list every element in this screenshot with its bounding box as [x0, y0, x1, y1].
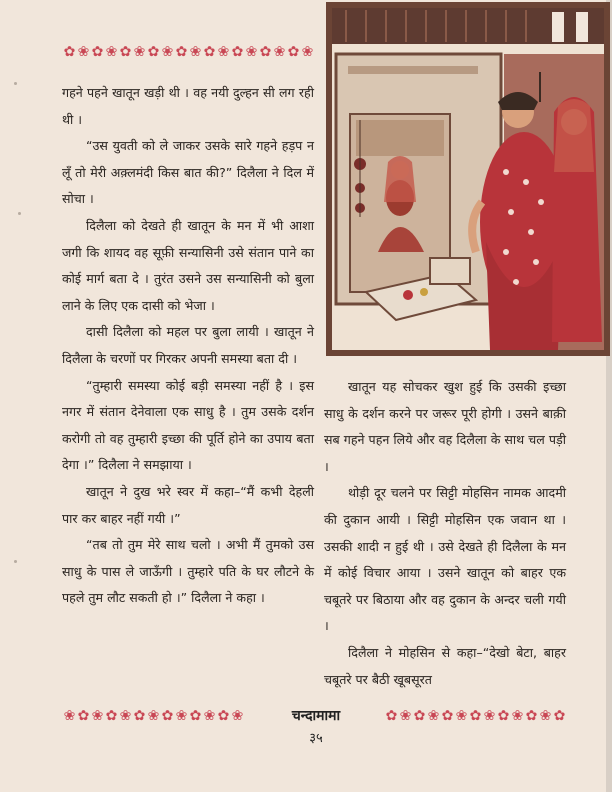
right-text-column	[324, 374, 566, 693]
top-ornament-border: ✿ ❀ ✿ ❀ ✿ ❀ ✿ ❀ ✿ ❀ ✿ ❀ ✿ ❀ ✿ ❀ ✿ ❀	[63, 44, 313, 60]
bottom-right-ornament-border: ✿ ❀ ✿ ❀ ✿ ❀ ✿ ❀ ✿ ❀ ✿ ❀ ✿	[385, 708, 565, 724]
paragraph: “तुम्हारी समस्या कोई बड़ी समस्या नहीं है । इस नगर में संतान देनेवाला एक साधु है । तुम उसके दर्शन करोगी तो वह तुम्हारी इच्छा की पूर्ति होने का उपाय बता देगा ।” दिलैला ने समझाया ।	[62, 377, 314, 473]
publication-title: चन्दामामा	[291, 708, 341, 724]
illustration-drawing	[326, 2, 610, 356]
paragraph: खातून यह सोचकर खुश हुई कि उसकी इच्छा साधु के दर्शन करने पर जरूर पूरी होगी । उसने बाक़ी सब गहने पहन लिये और वह दिलैला के साथ चल पड़ी ।	[324, 379, 566, 474]
margin-dot	[14, 560, 17, 563]
paragraph: दिलैला को देखते ही खातून के मन में भी आशा जगी कि शायद वह सूफ़ी सन्यासिनी उसे संतान पाने का कोई मार्ग बता दे । तुरंत उसने उस सन्यासिनी को बुला लाने के लिए एक दासी को भेजा ।	[62, 217, 314, 313]
bottom-left-ornament-border: ❀ ✿ ❀ ✿ ❀ ✿ ❀ ✿ ❀ ✿ ❀ ✿ ❀	[63, 708, 243, 724]
paragraph: गहने पहने खातून खड़ी थी । वह नयी दुल्हन सी लग रही थी ।	[62, 85, 314, 127]
paragraph: थोड़ी दूर चलने पर सिट्टी मोहसिन नामक आदमी की दुकान आयी । सिट्टी मोहसिन एक जवान था । उसकी शादी न हुई थी । उसे देखते ही दिलैला के मन में कोई विचार आया । उसने खातून को बाहर एक चबूतरे पर बिठाया और वह दुकान के अन्दर चली गयी ।	[324, 485, 566, 634]
paragraph: दिलैला ने मोहसिन से कहा–“देखो बेटा, बाहर चबूतरे पर बैठी खूबसूरत	[324, 644, 566, 687]
paragraph: “तब तो तुम मेरे साथ चलो । अभी मैं तुमको उस साधु के पास ले जाऊँगी । तुम्हारे पति के घर लौटने के पहले तुम लौट सकती हो ।” दिलैला ने कहा ।	[62, 537, 314, 606]
paragraph: “उस युवती को ले जाकर उसके सारे गहने हड़प न लूँ तो मेरी अक़्लमंदी किस बात की?” दिलैला ने दिल में सोचा ।	[62, 138, 314, 207]
story-illustration-icon	[326, 2, 610, 356]
left-text-column	[62, 80, 314, 612]
margin-dot	[18, 212, 21, 215]
margin-dot	[14, 82, 17, 85]
paragraph: दासी दिलैला को महल पर बुला लायी । खातून ने दिलैला के चरणों पर गिरकर अपनी समस्या बता दी ।	[62, 324, 314, 366]
page-number: ३५	[309, 731, 323, 746]
paragraph: खातून ने दुख भरे स्वर में कहा–“मैं कभी देहली पार कर बाहर नहीं गयी ।”	[62, 483, 314, 526]
